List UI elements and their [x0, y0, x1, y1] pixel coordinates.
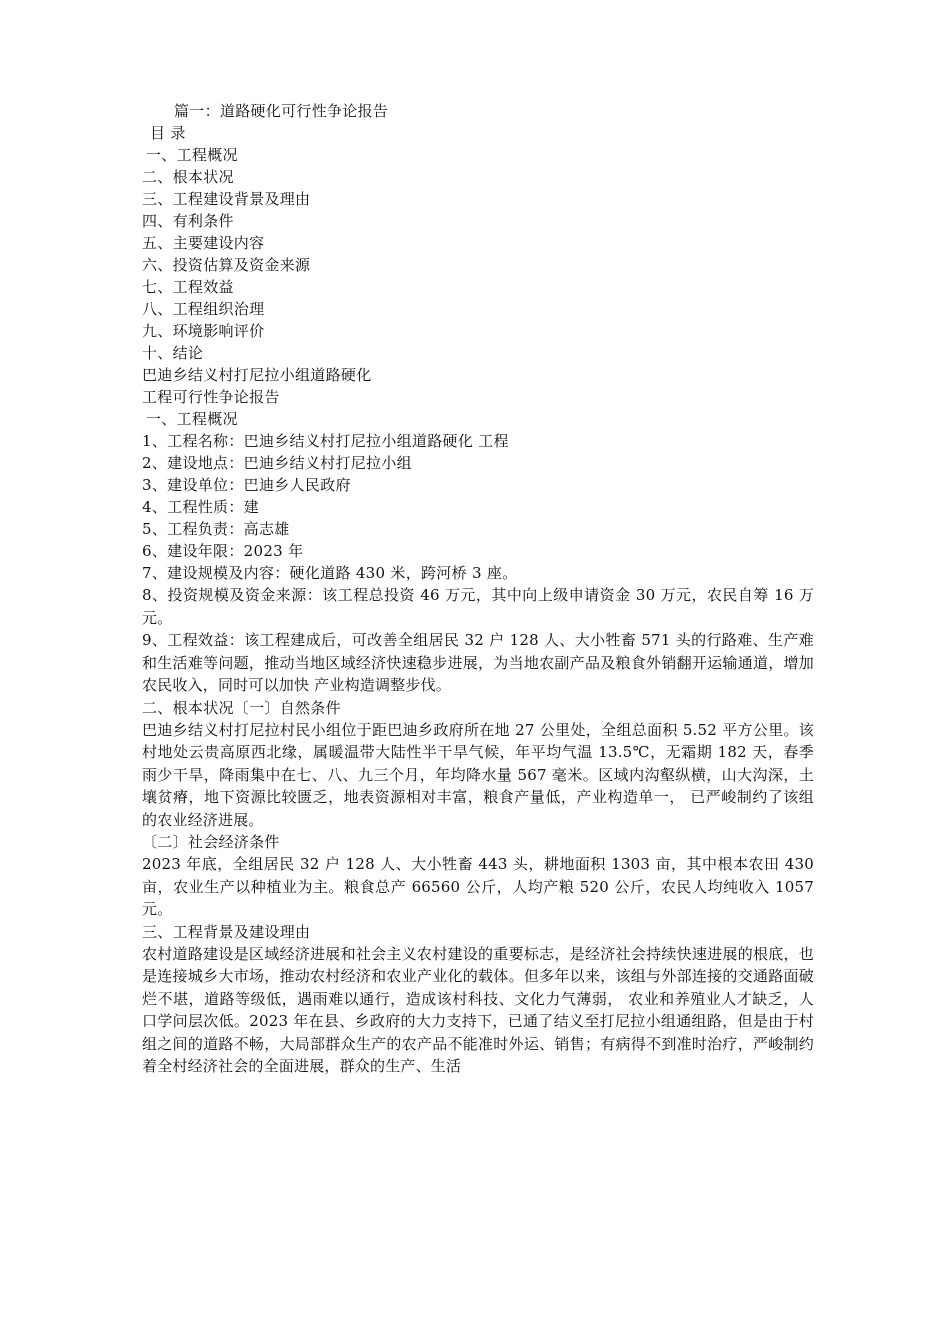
project-item: 6、建设年限：2023 年	[142, 542, 304, 560]
project-item: 3、建设单位：巴迪乡人民政府	[142, 476, 351, 494]
subsection-heading: 〔二〕社会经济条件	[142, 833, 280, 851]
natural-conditions-paragraph: 巴迪乡结义村打尼拉村民小组位于距巴迪乡政府所在地 27 公里处，全组总面积 5.52 平方公里。该村地处云贵高原西北缘，属暖温带大陆性半干旱气候，年平均气温 13.5℃，无霜期 182 天，春季雨少干旱，降雨集中在七、八、九三个月，年均降水量 567 毫米。区域内沟壑纵横，山大沟深，土壤贫瘠，地下资源比较匮乏，地表资源相对丰富，粮食产量低，产业构造单一， 已严峻制约了该组的农业经济进展。	[142, 720, 814, 829]
report-title-line-1: 巴迪乡结义村打尼拉小组道路硬化	[142, 366, 372, 384]
toc-item: 二、根本状况	[142, 168, 234, 186]
document-page	[142, 100, 814, 1078]
section-heading: 二、根本状况〔一〕自然条件	[142, 698, 341, 717]
toc-item: 四、有利条件	[142, 212, 234, 230]
toc-item: 八、工程组织治理	[142, 300, 265, 318]
report-title-line-2: 工程可行性争论报告	[142, 388, 280, 406]
toc-item: 一、工程概况	[146, 146, 238, 164]
project-item: 4、工程性质：建	[142, 498, 259, 516]
project-item: 7、建设规模及内容：硬化道路 430 米，跨河桥 3 座。	[142, 564, 518, 582]
section-heading: 三、工程背景及建设理由	[142, 922, 311, 941]
toc-item: 五、主要建设内容	[142, 234, 265, 252]
social-economic-paragraph: 2023 年底，全组居民 32 户 128 人、大小牲畜 443 头，耕地面积 1303 亩，其中根本农田 430 亩，农业生产以种植业为主。粮食总产 66560 公斤，人均产粮 520 公斤，农民人均纯收入 1057 元。	[142, 855, 814, 918]
background-paragraph: 农村道路建设是区域经济进展和社会主义农村建设的重要标志，是经济社会持续快速进展的根底，也是连接城乡大市场，推动农村经济和农业产业化的载体。但多年以来，该组与外部连接的交通路面破烂不堪，道路等级低，遇雨难以通行，造成该村科技、文化力气薄弱， 农业和养殖业人才缺乏，人口学问层次低。2023 年在县、乡政府的大力支持下，已通了结义至打尼拉小组通组路，但是由于村组之间的道路不畅，大局部群众生产的农产品不能准时外运、销售；有病得不到准时治疗，严峻制约着全村经济社会的全面进展，群众的生产、生活	[142, 944, 814, 1075]
toc-item: 六、投资估算及资金来源	[142, 256, 311, 274]
project-item-benefit: 9、工程效益：该工程建成后，可改善全组居民 32 户 128 人、大小牲畜 571 头的行路难、生产难和生活难等问题，推动当地区域经济快速稳步进展，为当地农副产品及粮食外销翻开运输通道，增加农民收入，同时可以加快 产业构造调整步伐。	[142, 631, 814, 694]
project-item: 2、建设地点：巴迪乡结义村打尼拉小组	[142, 454, 412, 472]
toc-item: 九、环境影响评价	[142, 322, 265, 340]
project-item: 5、工程负责：高志雄	[142, 520, 290, 538]
toc-item: 十、结论	[142, 344, 204, 362]
document-title: 篇一：道路硬化可行性争论报告	[174, 102, 389, 120]
project-item-investment: 8、投资规模及资金来源：该工程总投资 46 万元，其中向上级申请资金 30 万元，农民自筹 16 万元。	[142, 586, 814, 627]
toc-heading: 目 录	[150, 124, 186, 142]
toc-item: 七、工程效益	[142, 278, 234, 296]
section-heading: 一、工程概况	[146, 410, 238, 428]
toc-item: 三、工程建设背景及理由	[142, 190, 311, 208]
project-item: 1、工程名称：巴迪乡结义村打尼拉小组道路硬化 工程	[142, 432, 509, 450]
